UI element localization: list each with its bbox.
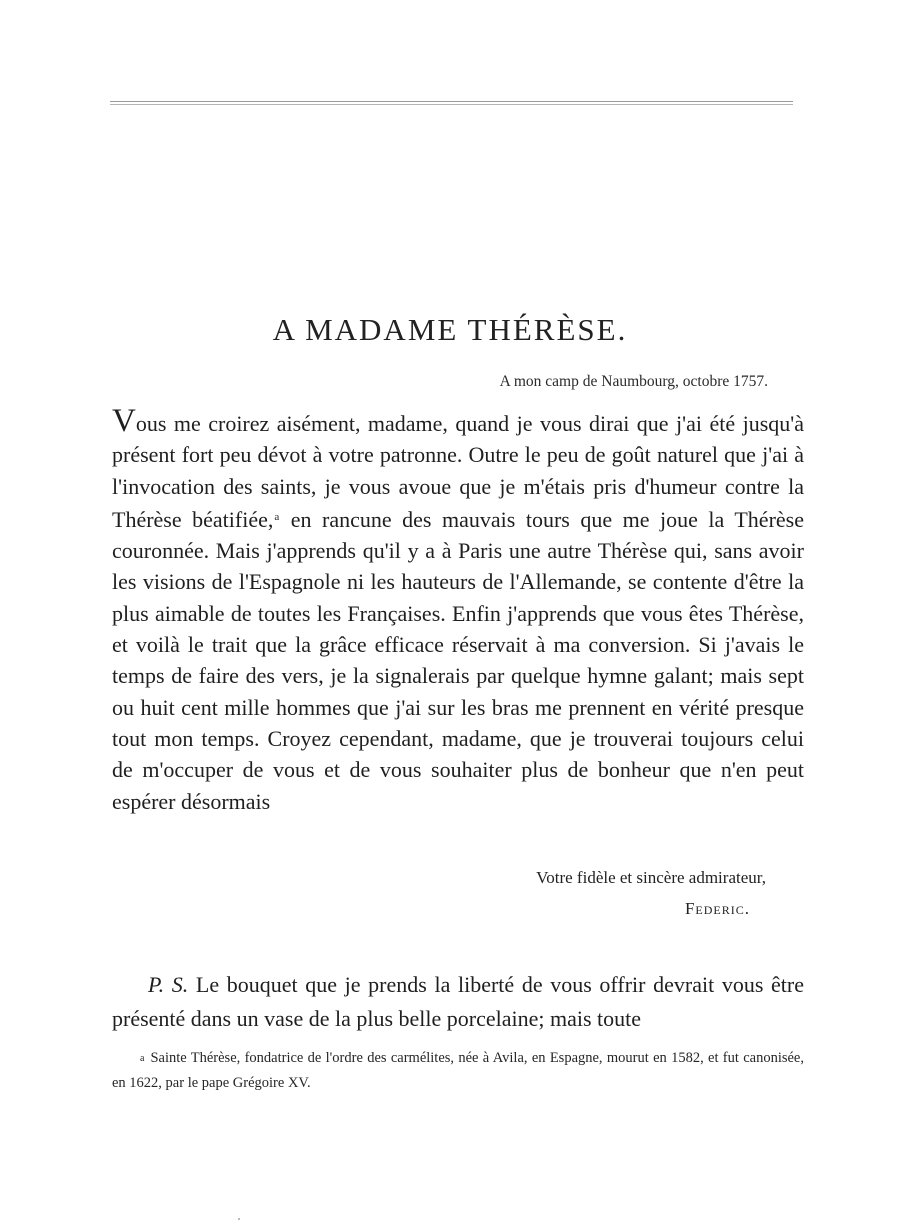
page-speck xyxy=(238,1218,240,1220)
dateline: A mon camp de Naumbourg, octobre 1757. xyxy=(499,373,768,390)
header-rule-line-top xyxy=(110,101,793,102)
signature: Federic. xyxy=(684,899,750,918)
header-rule xyxy=(110,101,793,106)
letter-text-part-1: ous me croirez aisément, madame, quand je vous dirai que j'ai été jusqu'à présent fort peu dévot à votre patronne. Outre le peu de goût naturel que j'ai à l'invocation des saints, je vous avoue que je m'étais pris d'humeur contre la Thérèse béatifiée, xyxy=(112,411,804,532)
footnote-mark: a xyxy=(140,1053,145,1064)
postscript-label: P. S. xyxy=(148,972,189,997)
postscript xyxy=(112,968,804,1036)
footnote-reference[interactable]: a xyxy=(274,510,280,523)
closing-salutation: Votre fidèle et sincère admirateur, xyxy=(536,868,766,887)
postscript-text: Le bouquet que je prends la liberté de vous offrir devrait vous être présenté dans un vase de la plus belle porcelaine; mais toute xyxy=(112,972,804,1031)
page-title: A MADAME THÉRÈSE. xyxy=(272,312,628,347)
footnote xyxy=(112,1046,804,1095)
drop-cap: V xyxy=(112,403,136,439)
footnote-text: Sainte Thérèse, fondatrice de l'ordre des carmélites, née à Avila, en Espagne, mourut en 1582, et fut canonisée, en 1622, par le pape Grégoire XV. xyxy=(112,1050,804,1091)
header-rule-line-bottom xyxy=(110,104,793,105)
letter-body xyxy=(112,403,804,817)
letter-text-part-2: en rancune des mauvais tours que me joue la Thérèse couronnée. Mais j'apprends qu'il y a à Paris une autre Thérèse qui, sans avoir les visions de l'Espagnole ni les hauteurs de l'Allemande, se contente d'être la plus aimable de toutes les Françaises. Enfin j'apprends que vous êtes Thérèse, et voilà le trait que la grâce efficace réservait à ma conversion. Si j'avais le temps de faire des vers, je la signalerais par quelque hymne galant; mais sept ou huit cent mille hommes que j'ai sur les bras me prennent en vérité presque tout mon temps. Croyez cependant, madame, que je trouverai toujours celui de m'occuper de vous et de vous souhaiter plus de bonheur que n'en peut espérer désormais xyxy=(112,506,804,814)
